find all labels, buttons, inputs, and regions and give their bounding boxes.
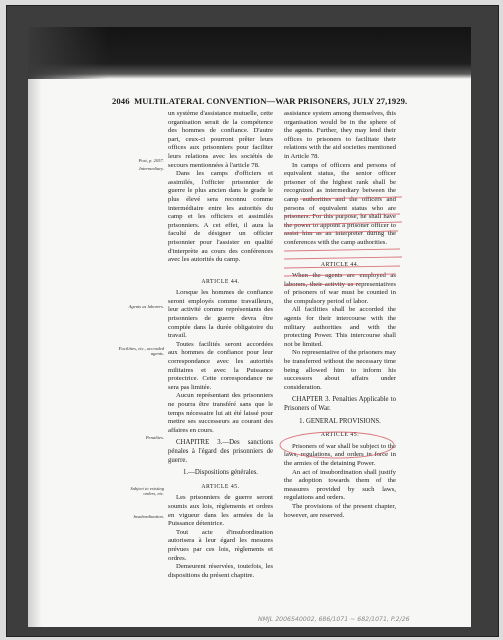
margin-note-facilities: Facilities, etc., accorded agents. xyxy=(118,346,164,357)
french-column xyxy=(168,110,273,580)
article-heading: ARTICLE 44. xyxy=(320,261,360,268)
margin-note-penalties: Penalties. xyxy=(145,435,164,440)
page-number: 2046 xyxy=(112,96,130,106)
paragraph: No representative of the prisoners may be transferred without the necessary time being allowed him to inform his successors about affairs under consideration. xyxy=(284,349,396,391)
margin-note-subject: Subject to existing orders, etc. xyxy=(130,486,164,497)
paragraph: Les prisonniers de guerre seront soumis aux lois, règlements et ordres en vigueur dans les armées de la Puissance détentrice. xyxy=(168,494,273,528)
scan-edge xyxy=(28,79,42,627)
paragraph: Tout acte d'insubordination autorisera à leur égard les mesures prévues par ces lois, règlements et ordres. xyxy=(168,528,273,562)
chapter-heading: CHAPTER 3. Penalties Applicable to Prisoners of War. xyxy=(284,396,396,412)
paragraph: Prisoners of war shall be subject to the laws, regulations, and orders in force in the armies of the detaining Power. xyxy=(284,442,396,467)
english-column xyxy=(284,110,396,520)
paragraph: Lorsque les hommes de confiance seront employés comme travailleurs, leur activité comme représentants des prisonniers de guerre devra être comptée dans la durée obligatoire du travail. xyxy=(168,289,273,340)
paragraph: When the agents are employed as laborers, their activity as representatives of prisoners of war must be counted in the compulsory period of labor. xyxy=(284,272,396,305)
running-title: MULTILATERAL CONVENTION—WAR PRISONERS, JULY 27,1929. xyxy=(134,96,408,106)
paragraph: Aucun représentant des prisonniers ne pourra être transféré sans que le temps nécessaire lui ait été laissé pour mettre ses successeurs au courant des affaires en cours. xyxy=(168,392,273,434)
paragraph: un système d'assistance mutuelle, cette organisation serait de la compétence des hommes de confiance. D'autre part, ceux-ci pourront prêter leurs offices aux prisonniers pour faciliter leurs relations avec les sociétés de secours mentionnées à l'article 78. xyxy=(168,110,273,169)
margin-note-intermediary: Intermediary. xyxy=(139,166,164,171)
paragraph: The provisions of the present chapter, however, are reserved. xyxy=(284,502,396,519)
paragraph: Dans les camps d'officiers et assimilés, l'officier prisonnier de guerre le plus ancien dans le grade le plus élevé sera reconnu comme intermédiaire entre les autorités du camp et les officiers et assimilés prisonniers. A cet effet, il aura la faculté de désigner un officier prisonnier pour l'assister en qualité d'interprète au cours des conférences avec les autorités du camp. xyxy=(168,170,273,264)
archive-stamp: NMJL 2006S40002, 686/1071 ~ 682/1071, P.2/26 xyxy=(258,616,410,623)
article-heading: ARTICLE 45. xyxy=(201,483,240,490)
section-heading: 1.—Dispositions générales. xyxy=(183,469,258,477)
paragraph: assistance system among themselves, this organisation would be in the sphere of the agents. Further, they may lend their offices to prisoners to facilitate their relations with the aid societies mentioned in Article 78. xyxy=(284,110,396,160)
margin-note-insubordination: Insubordination. xyxy=(133,514,164,519)
article-heading: ARTICLE 44. xyxy=(201,278,240,285)
paragraph: Toutes facilités seront accordées aux hommes de confiance pour leur correspondance avec les autorités militaires et avec la Puissance protectrice. Cette correspondance ne sera pas limitée. xyxy=(168,340,273,391)
section-heading: 1. GENERAL PROVISIONS. xyxy=(299,417,381,425)
page-header xyxy=(112,96,442,106)
paragraph: Demeurent réservées, toutefois, les dispositions du présent chapitre. xyxy=(168,563,273,579)
chapter-heading: CHAPITRE 3.—Des sanctions pénales à l'égard des prisonniers de guerre. xyxy=(168,439,273,464)
margin-note-post: Post, p. 2057. xyxy=(138,158,164,163)
article-heading: ARTICLE 45. xyxy=(320,432,360,439)
margin-note-agents: Agents as laborers. xyxy=(128,304,164,309)
paragraph: In camps of officers and persons of equivalent status, the senior officer prisoner of the highest rank shall be recognized as intermediary between the camp authorities and the officers and persons of equivalent status who are prisoners. For this purpose, he shall have the power to appoint a prisoner officer to assist him as an interpreter during the conferences with the camp authorities. xyxy=(284,161,396,246)
paragraph: An act of insubordination shall justify the adoption towards them of the measures provided by such laws, regulations and orders. xyxy=(284,468,396,502)
paragraph: All facilities shall be accorded the agents for their intercourse with the military authorities and with the protecting Power. This intercourse shall not be limited. xyxy=(284,306,396,348)
